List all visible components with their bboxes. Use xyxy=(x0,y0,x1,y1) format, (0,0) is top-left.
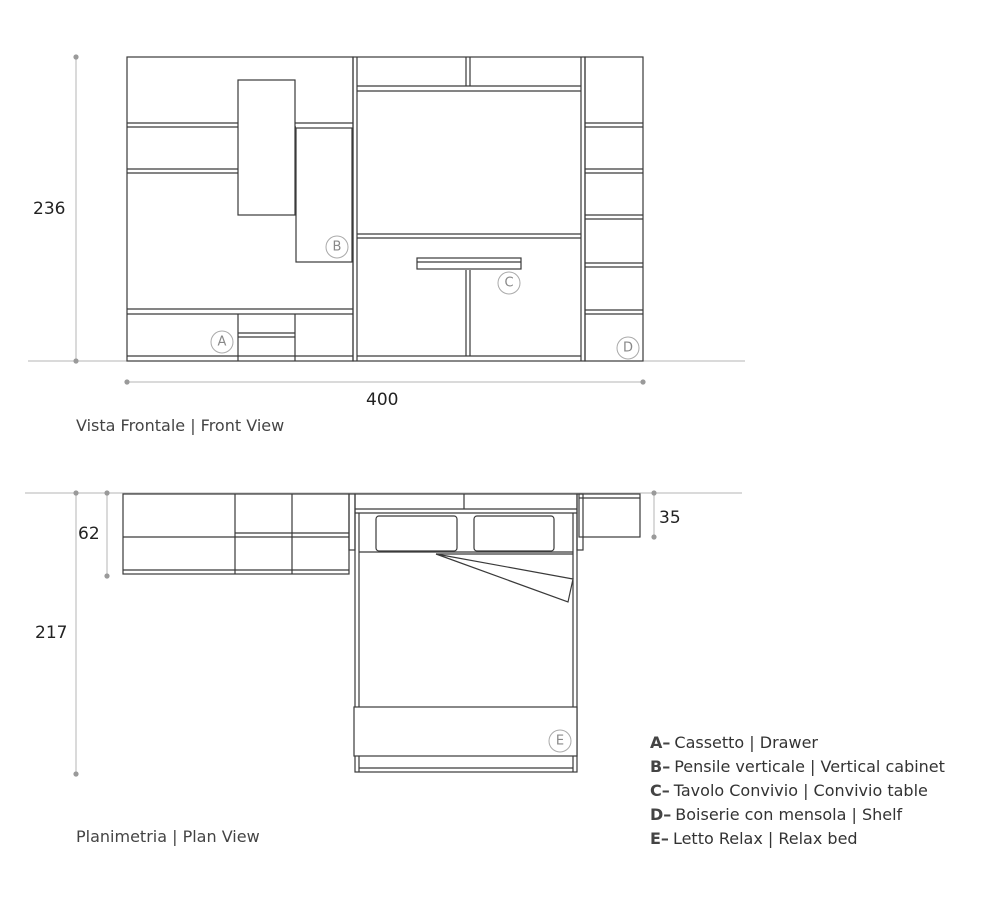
left-cabinets-plan xyxy=(123,494,349,574)
duvet-fold xyxy=(436,554,573,602)
legend-item-b: B– Pensile verticale | Vertical cabinet xyxy=(650,757,945,776)
pillow-right xyxy=(474,516,554,551)
front-view-caption: Vista Frontale | Front View xyxy=(76,416,285,435)
marker-c-label: C xyxy=(504,275,514,291)
vertical-cabinet-1 xyxy=(238,80,295,215)
plan-view xyxy=(25,490,742,776)
depth-dimension: 217 xyxy=(35,623,68,643)
marker-b-label: B xyxy=(332,239,342,255)
shelf-depth-dimension: 35 xyxy=(659,508,681,528)
pillow-left xyxy=(376,516,457,551)
marker-a-label: A xyxy=(217,334,227,350)
bed-unit xyxy=(353,57,585,361)
front-view xyxy=(28,54,745,410)
right-shelf-plan xyxy=(579,494,640,537)
convivio-table xyxy=(417,258,521,269)
marker-e-label: E xyxy=(555,733,565,749)
plan-view-caption: Planimetria | Plan View xyxy=(76,827,260,846)
legend xyxy=(650,731,945,851)
width-dimension: 400 xyxy=(366,390,399,410)
cabinet-depth-dimension: 62 xyxy=(78,524,100,544)
right-boiserie xyxy=(585,57,643,361)
height-dimension: 236 xyxy=(33,199,66,219)
legend-item-d: D– Boiserie con mensola | Shelf xyxy=(650,805,903,824)
relax-bed-foot xyxy=(354,707,577,756)
legend-item-c: C– Tavolo Convivio | Convivio table xyxy=(650,781,928,800)
legend-item-a: A– Cassetto | Drawer xyxy=(650,733,818,752)
marker-d-label: D xyxy=(622,340,634,356)
legend-item-e: E– Letto Relax | Relax bed xyxy=(650,829,858,848)
